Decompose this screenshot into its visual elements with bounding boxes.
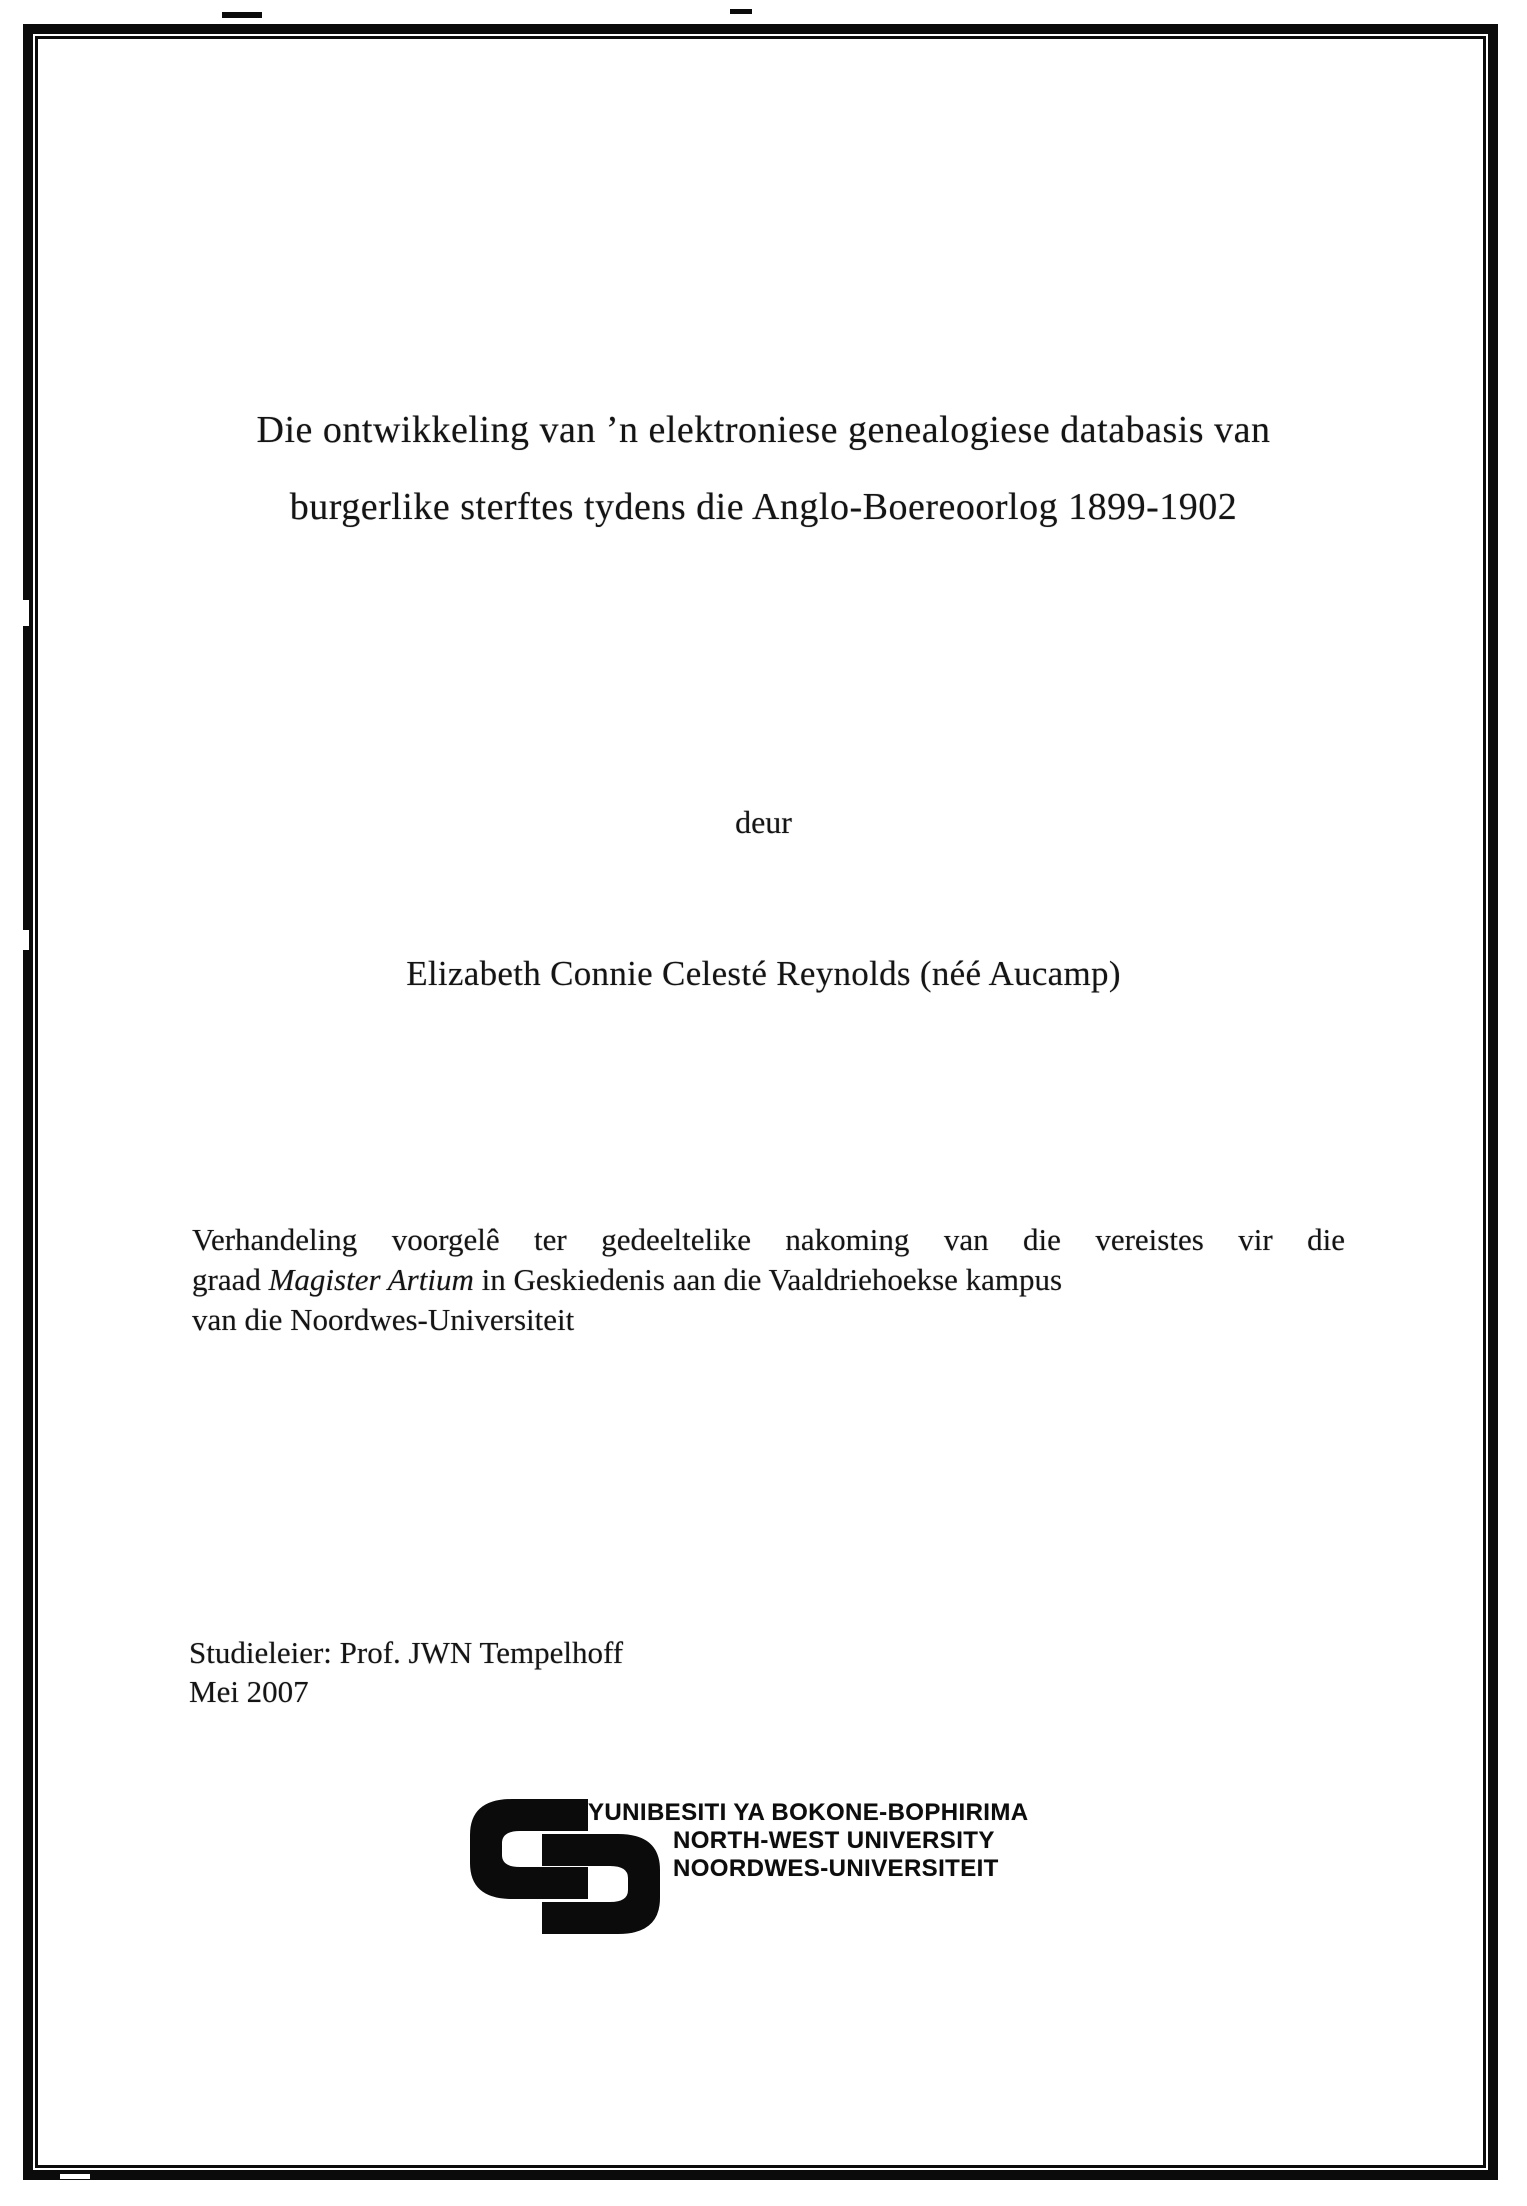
supervisor-line: Studieleier: Prof. JWN Tempelhoff [189,1635,624,1670]
scan-nick [22,600,29,626]
title-line-1: Die ontwikkeling van ’n elektroniese genealogiese databasis van [256,409,1271,451]
degree-statement-line-2-pre: graad [192,1262,269,1297]
date-line: Mei 2007 [189,1674,309,1709]
degree-statement-line-2-post: in Geskiedenis aan die Vaaldriehoekse kampus [473,1262,1063,1297]
degree-statement [192,1220,1345,1340]
scan-speck [730,9,752,14]
logo-line-english: NORTH-WEST UNIVERSITY [673,1827,995,1854]
degree-statement-line-3: van die Noordwes-Universiteit [192,1302,575,1337]
nwu-logo-wordmark [588,1799,1029,1883]
degree-statement-line-1: Verhandeling voorgelê ter gedeeltelike nakoming van die vereistes vir die [192,1222,1345,1257]
author-name: Elizabeth Connie Celesté Reynolds (néé Aucamp) [406,954,1121,993]
document-title [40,392,1487,546]
title-line-2: burgerlike sterftes tydens die Anglo-Boereoorlog 1899-1902 [289,486,1238,528]
scan-speck [222,12,262,18]
logo-line-afrikaans: NOORDWES-UNIVERSITEIT [673,1855,999,1882]
scan-nick [60,2174,90,2179]
degree-statement-line-2 [192,1260,1345,1300]
byline-label: deur [735,804,792,840]
logo-line-setswana: YUNIBESITI YA BOKONE-BOPHIRIMA [588,1799,1029,1826]
supervisor-block [189,1633,1089,1711]
scan-nick [23,930,29,950]
degree-name-italic: Magister Artium [268,1262,474,1297]
